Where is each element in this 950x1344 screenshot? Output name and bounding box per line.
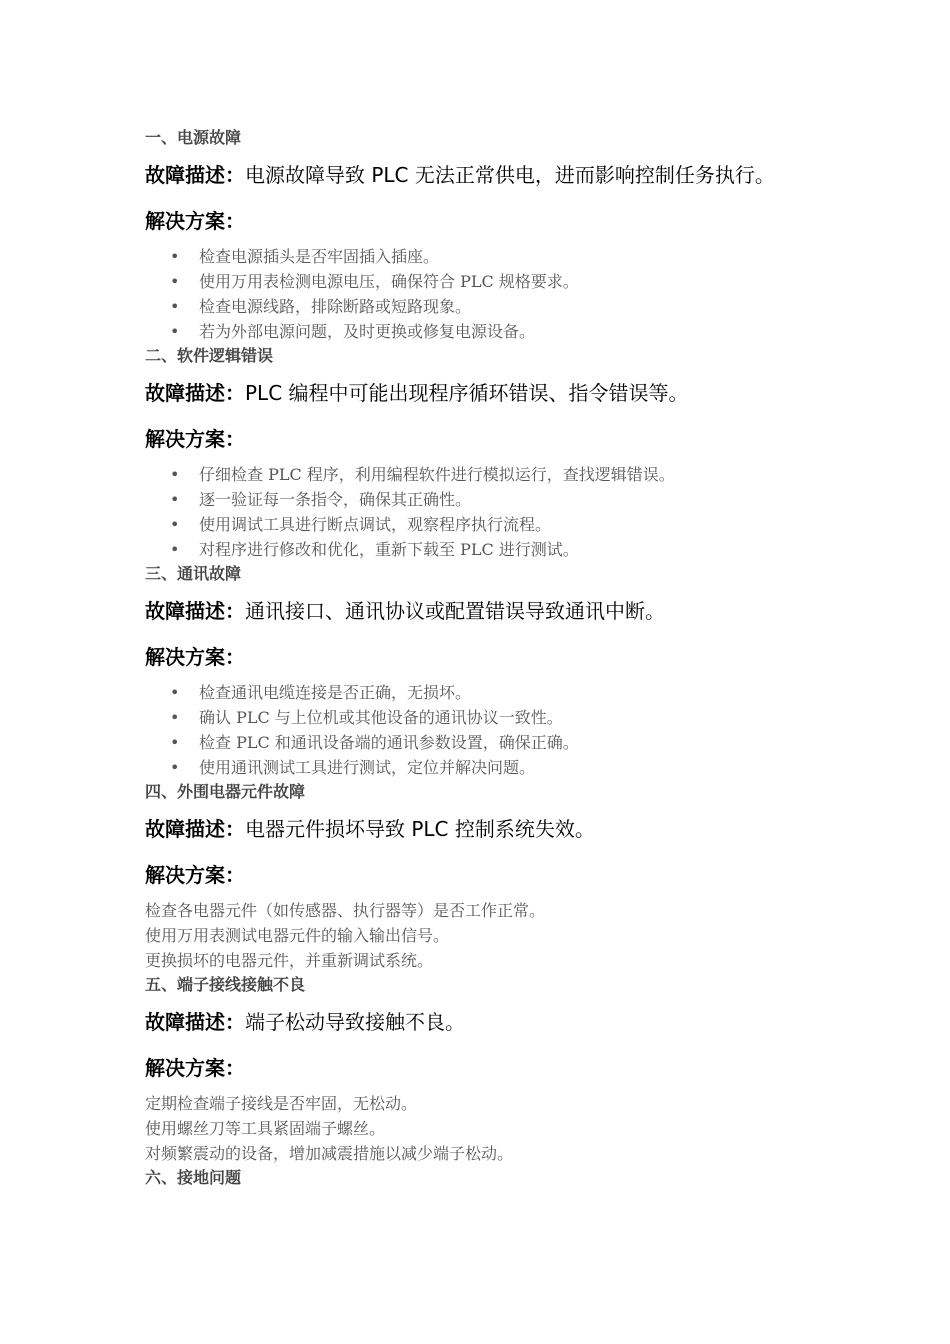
solution-list bbox=[145, 244, 845, 344]
list-item bbox=[145, 244, 845, 269]
section-communication-fault bbox=[145, 562, 845, 780]
list-item-text: 使用调试工具进行断点调试，观察程序执行流程。 bbox=[199, 515, 552, 534]
fault-description-label: 故障描述： bbox=[145, 599, 245, 623]
list-item-text: 确认 PLC 与上位机或其他设备的通讯协议一致性。 bbox=[199, 708, 563, 727]
solution-heading: 解决方案： bbox=[145, 427, 245, 451]
section-title: 五、端子接线接触不良 bbox=[145, 975, 306, 994]
solution-line: 使用螺丝刀等工具紧固端子螺丝。 bbox=[145, 1119, 386, 1138]
bullet-icon: • bbox=[170, 515, 180, 534]
fault-description-text: 端子松动导致接触不良。 bbox=[245, 1010, 465, 1034]
bullet-icon: • bbox=[170, 465, 180, 484]
list-item-text: 检查通讯电缆连接是否正确，无损坏。 bbox=[199, 683, 472, 702]
fault-description-text: 电源故障导致 PLC 无法正常供电，进而影响控制任务执行。 bbox=[245, 163, 775, 187]
bullet-icon: • bbox=[170, 490, 180, 509]
list-item bbox=[145, 512, 845, 537]
fault-description-text: PLC 编程中可能出现程序循环错误、指令错误等。 bbox=[245, 381, 689, 405]
fault-description bbox=[145, 597, 845, 625]
solution-line: 更换损坏的电器元件，并重新调试系统。 bbox=[145, 951, 434, 970]
solution-line: 使用万用表测试电器元件的输入输出信号。 bbox=[145, 926, 450, 945]
bullet-icon: • bbox=[170, 247, 180, 266]
solution-lines bbox=[145, 1091, 845, 1166]
section-software-logic-error bbox=[145, 344, 845, 562]
list-item bbox=[145, 319, 845, 344]
fault-description bbox=[145, 1008, 845, 1036]
fault-description-label: 故障描述： bbox=[145, 817, 245, 841]
list-item bbox=[145, 462, 845, 487]
bullet-icon: • bbox=[170, 758, 180, 777]
list-item-text: 逐一验证每一条指令，确保其正确性。 bbox=[199, 490, 472, 509]
solution-line: 对频繁震动的设备，增加减震措施以减少端子松动。 bbox=[145, 1144, 514, 1163]
list-item-text: 使用万用表检测电源电压，确保符合 PLC 规格要求。 bbox=[199, 272, 579, 291]
solution-line: 定期检查端子接线是否牢固，无松动。 bbox=[145, 1094, 418, 1113]
list-item bbox=[145, 755, 845, 780]
list-item bbox=[145, 680, 845, 705]
section-power-fault bbox=[145, 126, 845, 344]
fault-description bbox=[145, 815, 845, 843]
section-title: 二、软件逻辑错误 bbox=[145, 346, 274, 365]
section-grounding-issue bbox=[145, 1166, 845, 1190]
fault-description bbox=[145, 161, 845, 189]
list-item bbox=[145, 537, 845, 562]
section-peripheral-component-fault bbox=[145, 780, 845, 973]
solution-list bbox=[145, 680, 845, 780]
fault-description-text: 电器元件损坏导致 PLC 控制系统失效。 bbox=[245, 817, 595, 841]
bullet-icon: • bbox=[170, 683, 180, 702]
list-item bbox=[145, 730, 845, 755]
list-item bbox=[145, 269, 845, 294]
document-content bbox=[145, 126, 845, 1190]
fault-description-label: 故障描述： bbox=[145, 381, 245, 405]
list-item-text: 检查电源线路，排除断路或短路现象。 bbox=[199, 297, 472, 316]
bullet-icon: • bbox=[170, 733, 180, 752]
list-item-text: 仔细检查 PLC 程序，利用编程软件进行模拟运行，查找逻辑错误。 bbox=[199, 465, 675, 484]
fault-description bbox=[145, 379, 845, 407]
solution-heading: 解决方案： bbox=[145, 645, 245, 669]
list-item-text: 检查电源插头是否牢固插入插座。 bbox=[199, 247, 440, 266]
list-item-text: 对程序进行修改和优化，重新下载至 PLC 进行测试。 bbox=[199, 540, 579, 559]
section-title: 六、接地问题 bbox=[145, 1168, 242, 1187]
list-item-text: 使用通讯测试工具进行测试，定位并解决问题。 bbox=[199, 758, 536, 777]
section-title: 四、外围电器元件故障 bbox=[145, 782, 306, 801]
list-item bbox=[145, 705, 845, 730]
section-title: 一、电源故障 bbox=[145, 128, 242, 147]
solution-heading: 解决方案： bbox=[145, 1056, 245, 1080]
section-terminal-poor-contact bbox=[145, 973, 845, 1166]
fault-description-label: 故障描述： bbox=[145, 163, 245, 187]
solution-line: 检查各电器元件（如传感器、执行器等）是否工作正常。 bbox=[145, 901, 546, 920]
fault-description-label: 故障描述： bbox=[145, 1010, 245, 1034]
list-item bbox=[145, 294, 845, 319]
section-title: 三、通讯故障 bbox=[145, 564, 242, 583]
list-item-text: 若为外部电源问题，及时更换或修复电源设备。 bbox=[199, 322, 536, 341]
solution-heading: 解决方案： bbox=[145, 863, 245, 887]
bullet-icon: • bbox=[170, 272, 180, 291]
bullet-icon: • bbox=[170, 322, 180, 341]
fault-description-text: 通讯接口、通讯协议或配置错误导致通讯中断。 bbox=[245, 599, 665, 623]
bullet-icon: • bbox=[170, 708, 180, 727]
list-item-text: 检查 PLC 和通讯设备端的通讯参数设置，确保正确。 bbox=[199, 733, 579, 752]
bullet-icon: • bbox=[170, 540, 180, 559]
list-item bbox=[145, 487, 845, 512]
solution-lines bbox=[145, 898, 845, 973]
solution-list bbox=[145, 462, 845, 562]
solution-heading: 解决方案： bbox=[145, 209, 245, 233]
bullet-icon: • bbox=[170, 297, 180, 316]
